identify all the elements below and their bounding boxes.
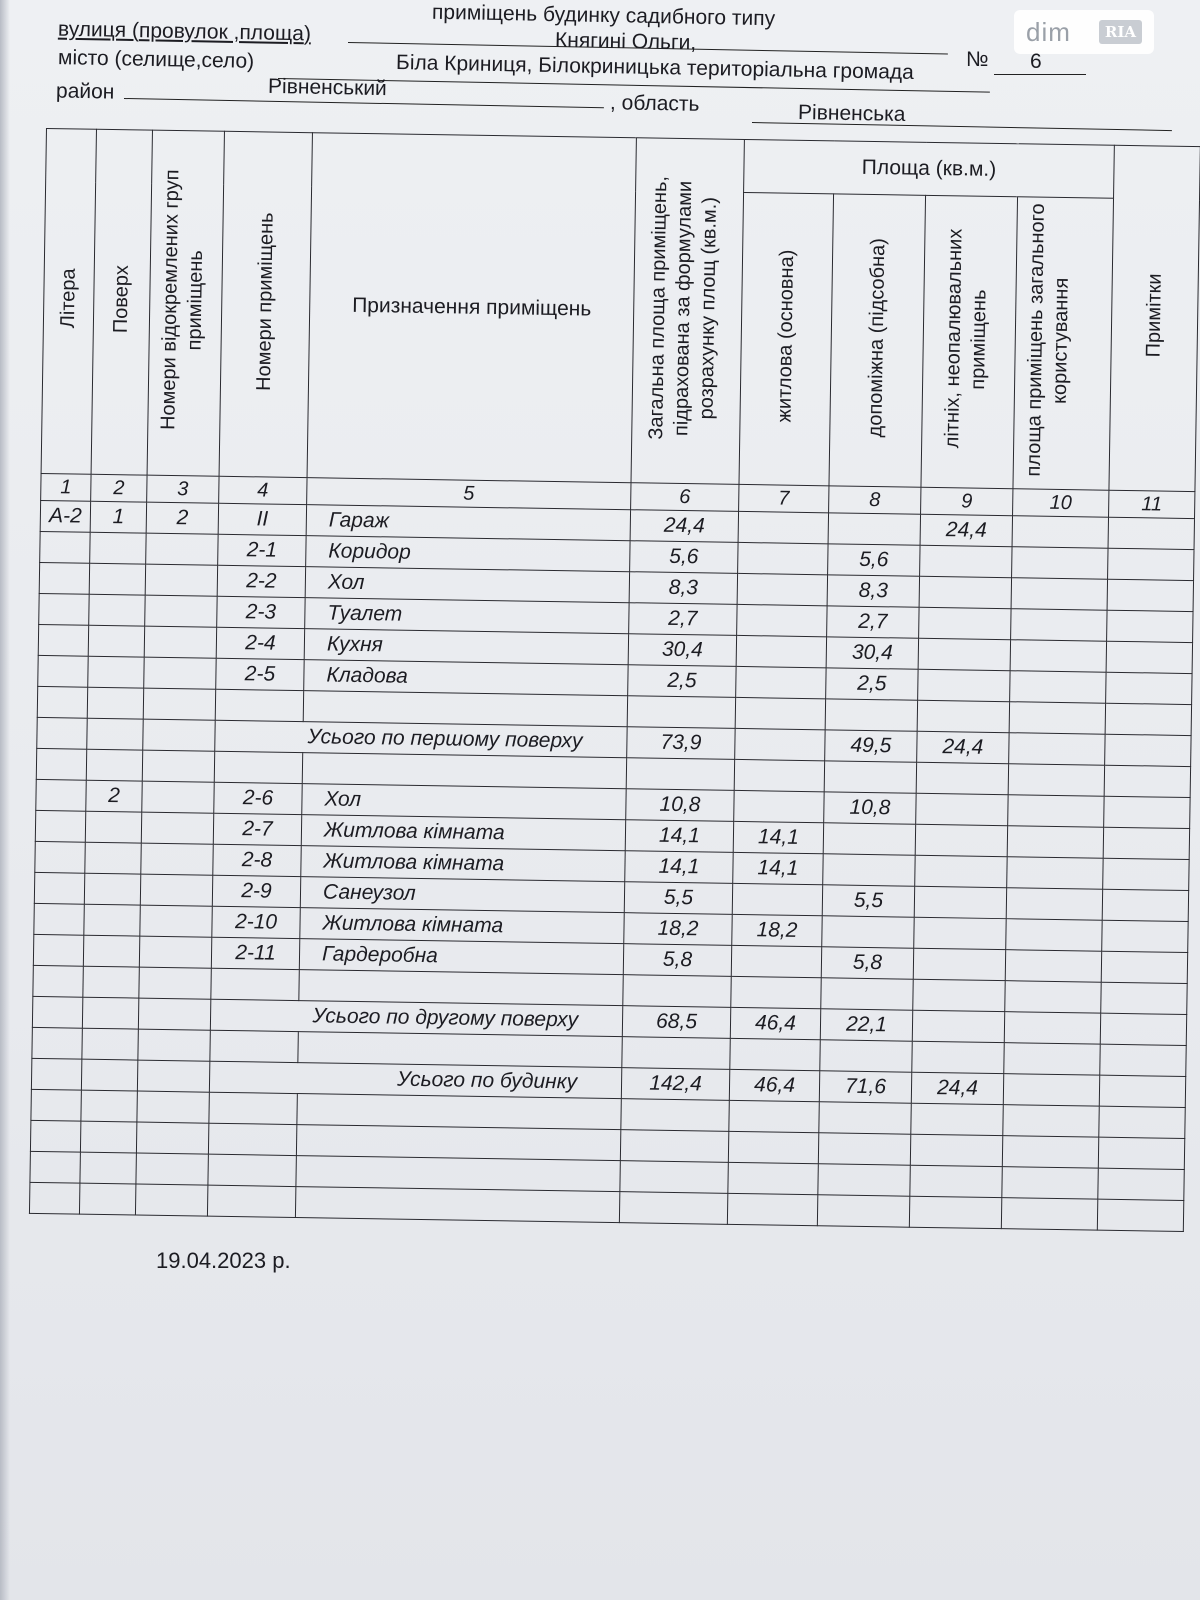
cell-name: Гардеробна	[299, 939, 623, 975]
cell-total: 18,2	[624, 913, 732, 946]
cell-name: Гараж	[306, 505, 630, 541]
cell-room: 2-6	[214, 782, 302, 814]
col-header-10-text: площа приміщень загального користування	[1022, 203, 1073, 477]
cell-room: 2-2	[217, 565, 305, 597]
cell-total: 2,5	[628, 665, 736, 698]
region-value: Рівненська	[797, 100, 906, 127]
cell-name: Житлова кімната	[301, 815, 625, 851]
total-summer: 24,4	[911, 1072, 1003, 1104]
doc-title-fragment: приміщень будинку садибного типу	[431, 0, 776, 31]
col-number: 8	[829, 486, 921, 514]
subtotal-aux: 49,5	[825, 730, 917, 762]
cell-total: 24,4	[630, 510, 738, 543]
col-number: 6	[631, 483, 739, 512]
cell-notes	[1108, 517, 1194, 549]
subtotal-total: 73,9	[627, 727, 735, 760]
col-header-6-text: Загальна площа приміщень, підрахована за формулами розрахунку площ (кв.м.)	[644, 175, 721, 440]
district-value: Рівненський	[267, 74, 388, 101]
city-label-end: ,село)	[195, 48, 255, 73]
region-underline	[752, 122, 1172, 131]
page-edge-shadow	[0, 0, 10, 1600]
cell-living	[738, 511, 828, 543]
cell-name: Житлова кімната	[300, 908, 624, 944]
col-header-3	[147, 130, 224, 476]
cell-name: Хол	[305, 567, 629, 603]
col-number: 10	[1013, 489, 1109, 518]
watermark-dim: dim	[1026, 16, 1071, 47]
area-group-header	[744, 139, 1115, 198]
col-header-9-text: літніх, неопалювальних приміщень	[940, 228, 991, 449]
cell-aux: 5,6	[828, 544, 920, 576]
cell-living: 14,1	[733, 821, 823, 853]
street-label	[58, 18, 311, 47]
rooms-table-wrapper	[29, 128, 1200, 1232]
col-header-4-text: Номери приміщень	[252, 212, 278, 391]
cell-living: 18,2	[732, 914, 822, 946]
col-header-8	[829, 194, 926, 487]
cell-room: 2-1	[218, 534, 306, 566]
col-header-9	[921, 195, 1018, 488]
col-number: 7	[739, 484, 829, 512]
district-label: район	[55, 79, 115, 104]
col-header-1	[41, 129, 96, 475]
total-aux: 71,6	[819, 1071, 911, 1103]
street-label-a: вулиця (	[57, 17, 140, 43]
cell-name: Санеузол	[300, 877, 624, 913]
col-header-4	[219, 131, 312, 477]
cell-room: 2-11	[211, 937, 299, 969]
cell-total: 30,4	[628, 634, 736, 667]
subtotal-label: Усього по другому поверху	[210, 999, 622, 1036]
watermark-ria-logo: RIA	[1099, 20, 1142, 44]
cell-total: 5,6	[630, 541, 738, 574]
col-header-6	[631, 138, 744, 485]
col-header-1-text: Літера	[56, 268, 80, 329]
cell-room: 2-10	[212, 906, 300, 938]
cell-room: 2-7	[213, 813, 301, 845]
cell-total: 14,1	[625, 851, 733, 884]
watermark	[1014, 10, 1154, 54]
cell-room: 2-8	[213, 844, 301, 876]
street-value: Княгині Ольги,	[554, 28, 697, 55]
cell-total: 5,5	[624, 882, 732, 915]
col-header-2-text: Поверх	[109, 265, 133, 334]
cell-room: 2-4	[216, 627, 304, 659]
col-header-7	[739, 192, 834, 485]
cell-aux: 10,8	[824, 792, 916, 824]
cell-total: 10,8	[626, 789, 734, 822]
city-label	[58, 46, 255, 74]
col-header-11-text: Примітки	[1142, 273, 1166, 358]
cell-aux: 5,8	[821, 947, 913, 979]
col-header-3-text: Номери відокремлених груп приміщень	[156, 169, 207, 431]
cell-total: 2,7	[629, 603, 737, 636]
cell-common	[1012, 516, 1108, 549]
cell-floor: 1	[90, 501, 146, 533]
city-value: Біла Криниця, Білокриницька територіальна громада	[395, 51, 915, 84]
subtotal-total: 68,5	[622, 1006, 730, 1039]
cell-aux: 2,7	[827, 606, 919, 638]
subtotal-summer: 24,4	[917, 731, 1009, 763]
cell-group: 2	[146, 502, 218, 534]
header-row-1	[46, 129, 1200, 200]
cell-room: II	[218, 503, 306, 535]
cell-aux: 5,5	[822, 885, 914, 917]
number-value: 6	[1030, 50, 1042, 73]
region-label: , область	[609, 91, 700, 116]
col-header-10	[1013, 197, 1114, 490]
cell-living: 14,1	[733, 852, 823, 884]
street-label-b: )	[303, 22, 312, 46]
cell-name: Кухня	[304, 629, 628, 665]
col-header-5	[307, 133, 636, 483]
cell-room: 2-3	[217, 596, 305, 628]
col-number: 3	[147, 475, 219, 503]
cell-name: Житлова кімната	[301, 846, 625, 882]
col-number: 5	[307, 478, 631, 510]
subtotal-aux: 22,1	[820, 1009, 912, 1041]
col-number: 1	[41, 473, 91, 501]
col-header-7-text: житлова (основна)	[773, 249, 799, 423]
total-label: Усього по будинку	[209, 1061, 621, 1098]
cell-floor: 2	[86, 780, 142, 812]
col-number: 2	[91, 474, 147, 502]
cell-name: Туалет	[305, 598, 629, 634]
cell-litera: А-2	[40, 500, 90, 532]
cell-aux: 30,4	[826, 637, 918, 669]
area-group-header-text: Площа (кв.м.)	[861, 155, 997, 181]
city-label-struck-2: селище	[121, 47, 196, 72]
number-label: №	[966, 48, 989, 71]
col-header-8-text: допоміжна (підсобна)	[864, 237, 890, 438]
col-number: 9	[921, 487, 1013, 515]
cell-room: 2-5	[216, 658, 304, 690]
cell-total: 14,1	[625, 820, 733, 853]
total-living: 46,4	[729, 1069, 819, 1101]
subtotal-label: Усього по першому поверху	[215, 720, 627, 757]
total-total: 142,4	[621, 1068, 729, 1101]
col-header-11	[1109, 145, 1200, 491]
cell-name: Хол	[302, 784, 626, 820]
rooms-table	[29, 128, 1200, 1232]
cell-aux	[828, 513, 920, 545]
number-underline	[994, 74, 1086, 75]
cell-total: 8,3	[629, 572, 737, 605]
cell-name: Коридор	[306, 536, 630, 572]
cell-aux: 2,5	[826, 668, 918, 700]
col-header-2	[91, 129, 152, 475]
col-header-5-text: Призначення приміщень	[352, 293, 592, 321]
cell-aux: 8,3	[827, 575, 919, 607]
col-number: 11	[1109, 490, 1195, 518]
cell-total: 5,8	[623, 944, 731, 977]
document-date: 19.04.2023 р.	[156, 1248, 291, 1273]
city-label-struck: місто	[57, 46, 109, 71]
col-number: 4	[219, 476, 307, 504]
subtotal-living: 46,4	[730, 1007, 820, 1039]
cell-room: 2-9	[212, 875, 300, 907]
city-label-mid: (	[108, 47, 122, 71]
street-label-struck: провулок ,площа	[138, 19, 305, 46]
cell-name: Кладова	[304, 660, 628, 696]
cell-summer: 24,4	[920, 514, 1012, 546]
